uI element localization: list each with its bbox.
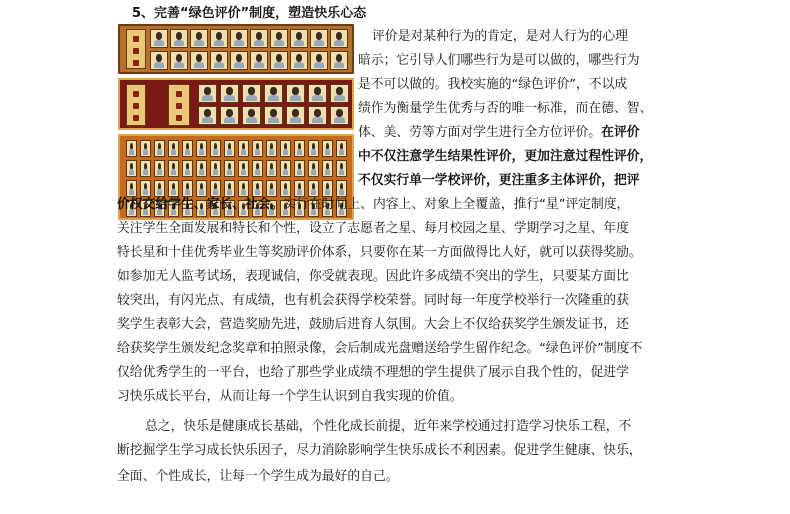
student-photo [182, 180, 193, 197]
bold-text-segment: 不仅实行单一学校评价，更注重多主体评价，把评 [358, 173, 640, 188]
text-segment: 断挖掘学生学习成长快乐因子，尽力消除影响学生快乐成长不利因素。促进学生健康、快乐， [117, 443, 642, 458]
text-line [117, 388, 463, 406]
student-photo [330, 84, 349, 103]
student-photo [198, 106, 217, 125]
text-segment: 奖学生表彰大会，营造奖励先进，鼓励后进育人氛围。大会上不仅给获奖学生颁发证书，还 [117, 317, 629, 332]
text-line [358, 148, 652, 166]
student-photo [196, 140, 207, 157]
student-photo [242, 106, 261, 125]
text-line [117, 468, 399, 486]
student-photo [308, 180, 319, 197]
student-photo [154, 140, 165, 157]
student-photo [210, 140, 221, 157]
student-photo [280, 160, 291, 177]
text-line [358, 76, 627, 94]
student-photo [308, 84, 327, 103]
text-segment: 实行在时间上、内容上、对象上全覆盖，推行“星”评定制度， [283, 197, 630, 212]
student-photo [310, 29, 328, 48]
student-photo [150, 29, 168, 48]
student-photo [182, 140, 193, 157]
student-photo [286, 106, 305, 125]
text-line [117, 268, 629, 286]
student-photo [242, 84, 261, 103]
student-photo [210, 160, 221, 177]
student-photo [280, 180, 291, 197]
student-photo [266, 140, 277, 157]
bold-text-segment: 在评价 [601, 125, 640, 140]
student-photo [150, 51, 168, 70]
student-photo [230, 29, 248, 48]
text-segment: 给获奖学生颁发纪念奖章和拍照录像，会后制成光盘赠送给学生留作纪念。“绿色评价”制度不 [117, 341, 643, 356]
student-photo [224, 140, 235, 157]
student-photo [220, 106, 239, 125]
text-line [117, 364, 629, 382]
student-photo [330, 51, 348, 70]
text-segment: 暗示；它引导人们哪些行为是可以做的，哪些行为 [358, 53, 640, 68]
student-photo [270, 29, 288, 48]
student-photo [224, 180, 235, 197]
student-photo [270, 51, 288, 70]
student-photo [250, 51, 268, 70]
text-segment: 是不可以做的。我校实施的“绿色评价”，不以成 [358, 77, 628, 92]
student-photo [196, 180, 207, 197]
bold-text-segment: 价权交给学生、家长、社会。 [117, 197, 284, 212]
bold-text-segment: 中不仅注意学生结果性评价，更加注意过程性评价， [358, 149, 653, 164]
student-photo [126, 140, 137, 157]
student-photo [250, 29, 268, 48]
student-photo [190, 29, 208, 48]
text-segment: 特长星和十佳优秀毕业生等奖励评价体系，只要你在某一方面做得比人好，就可以获得奖励。 [117, 245, 642, 260]
student-photo [266, 160, 277, 177]
student-photo [224, 160, 235, 177]
student-photo [182, 160, 193, 177]
student-photo [196, 160, 207, 177]
student-photo [336, 140, 347, 157]
student-photo [308, 160, 319, 177]
text-line [117, 196, 629, 214]
student-photo [322, 180, 333, 197]
text-line [358, 100, 652, 118]
text-segment: 较突出，有闪光点、有成绩，也有机会获得学校荣誉。同时每一年度学校举行一次隆重的获 [117, 293, 629, 308]
text-line [117, 292, 629, 310]
student-photo [266, 180, 277, 197]
student-photo [294, 180, 305, 197]
text-segment: 习快乐成长平台，从而让每一个学生认识到自我实现的价值。 [117, 389, 463, 404]
text-line [145, 418, 631, 436]
text-line [117, 220, 629, 238]
honor-board-top [118, 24, 354, 74]
student-photo [336, 180, 347, 197]
student-photo [140, 160, 151, 177]
student-photo [290, 51, 308, 70]
student-photo [264, 106, 283, 125]
section-heading: 5、完善“绿色评价”制度，塑造快乐心态 [132, 6, 367, 21]
student-photo [294, 140, 305, 157]
student-photo [126, 180, 137, 197]
student-photo [238, 160, 249, 177]
text-line [358, 172, 640, 190]
student-photo [286, 84, 305, 103]
student-photo [168, 140, 179, 157]
text-line [117, 244, 642, 262]
student-photo [210, 180, 221, 197]
student-photo [252, 140, 263, 157]
text-line [358, 124, 640, 142]
text-segment: 评价是对某种行为的肯定，是对人行为的心理 [372, 29, 628, 44]
student-photo [308, 106, 327, 125]
text-line [117, 340, 642, 358]
student-photo [230, 51, 248, 70]
student-photo [168, 180, 179, 197]
student-photo [294, 160, 305, 177]
student-photo [220, 84, 239, 103]
student-photo [190, 51, 208, 70]
text-line [372, 28, 628, 46]
text-segment: 体、美、劳等方面对学生进行全方位评价。 [358, 125, 602, 140]
student-photo [252, 160, 263, 177]
student-photo [252, 180, 263, 197]
student-photo [170, 51, 188, 70]
text-segment: 绩作为衡量学生优秀与否的唯一标准，而在德、智、 [358, 101, 653, 116]
board-title-panel [126, 84, 146, 126]
board-title-panel [168, 84, 190, 126]
text-segment: 关注学生全面发展和特长和个性，设立了志愿者之星、每月校园之星、学期学习之星、年度 [117, 221, 629, 236]
student-photo [198, 84, 217, 103]
student-photo [210, 29, 228, 48]
student-photo [336, 160, 347, 177]
student-photo [308, 140, 319, 157]
text-segment: 仅给优秀学生的一平台，也给了那些学业成绩不理想的学生提供了展示自我个性的，促进学 [117, 365, 629, 380]
student-photo [210, 51, 228, 70]
student-photo [322, 140, 333, 157]
text-line [117, 442, 642, 460]
student-photo [322, 160, 333, 177]
student-photo [264, 84, 283, 103]
student-photo [330, 106, 349, 125]
text-segment: 总之，快乐是健康成长基础，个性化成长前提，近年来学校通过打造学习快乐工程，不 [145, 419, 632, 434]
student-photo [168, 160, 179, 177]
student-photo [140, 180, 151, 197]
student-photo [126, 160, 137, 177]
student-photo [290, 29, 308, 48]
board-title-panel [126, 29, 146, 69]
honor-board-photos [118, 24, 354, 220]
text-segment: 全面、个性成长，让每一个学生成为最好的自己。 [117, 469, 399, 484]
text-segment: 如参加无人监考试场，表现诚信，你受就表现。因此许多成绩不突出的学生，只要某方面比 [117, 269, 629, 284]
student-photo [154, 160, 165, 177]
student-photo [140, 140, 151, 157]
text-line [117, 316, 629, 334]
student-photo [238, 140, 249, 157]
text-line [358, 52, 640, 70]
student-photo [170, 29, 188, 48]
student-photo [280, 140, 291, 157]
honor-board-middle [118, 78, 354, 130]
student-photo [238, 180, 249, 197]
student-photo [154, 180, 165, 197]
student-photo [310, 51, 328, 70]
student-photo [330, 29, 348, 48]
